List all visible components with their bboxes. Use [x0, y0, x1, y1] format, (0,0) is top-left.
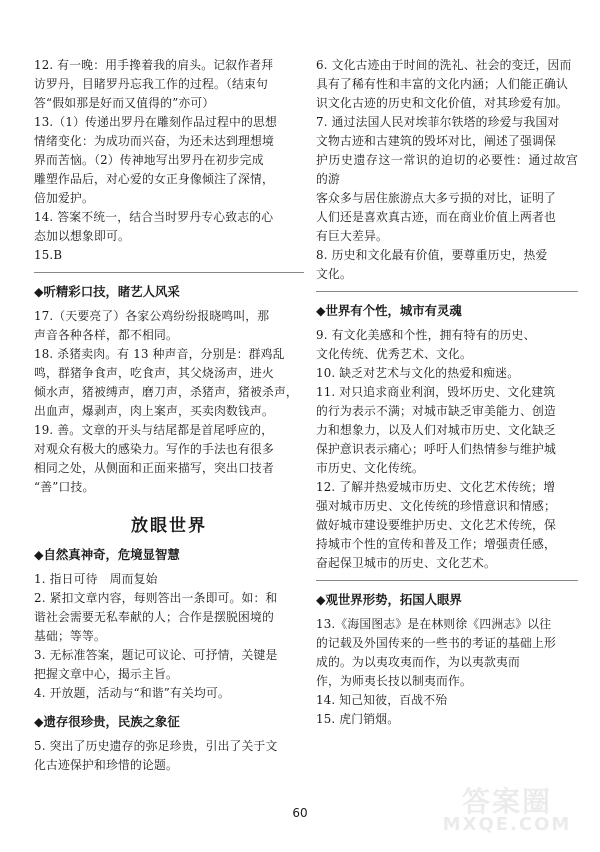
answer-line: 7. 通过法国人民对埃菲尔铁塔的珍爱与我国对 — [316, 115, 560, 129]
answer-line: 14. 答案不统一，结合当时罗丹专心致志的心 — [34, 210, 274, 224]
answer-line: 的行为表示不满；对城市缺乏审美能力、创造 — [316, 404, 556, 418]
answer-c14 — [316, 691, 578, 710]
answer-12 — [34, 56, 304, 113]
answer-b2 — [34, 589, 304, 646]
answer-18 — [34, 345, 304, 421]
answer-b5 — [34, 737, 304, 775]
answer-line: 文化。 — [316, 267, 352, 281]
answer-line: 奋起保卫城市的历史、文化艺术。 — [316, 556, 496, 570]
answer-line: 谐社会需要无私奉献的人；合作是摆脱困境的 — [34, 610, 274, 624]
answer-line: 15. 虎门销烟。 — [316, 712, 400, 726]
answer-line: 的记载及外国传来的一些书的考证的基础上形 — [316, 636, 556, 650]
answer-line: 9. 有文化美感和个性，拥有特有的历史、 — [316, 328, 536, 342]
answer-b3 — [34, 646, 304, 684]
answer-line: 答“假如那是好而又值得的”亦可） — [34, 96, 215, 110]
answer-line: 持城市个性的宣传和普及工作；增强责任感， — [316, 537, 556, 551]
answer-c13 — [316, 615, 578, 691]
subsection-heading: ◆听精彩口技，睹艺人风采 — [34, 284, 180, 299]
answer-line: 化古迹保护和珍惜的论题。 — [34, 758, 178, 772]
answer-line: 界而苦恼。（2）传神地写出罗丹在初步完成 — [34, 153, 264, 167]
section-divider — [316, 580, 578, 581]
answer-line: 18. 杀猪卖肉。有 13 种声音，分别是：群鸡乱 — [34, 347, 285, 361]
answer-line: 声音各种各样，都不相同。 — [34, 328, 178, 342]
subsection-heading: ◆世界有个性，城市有灵魂 — [316, 303, 462, 318]
answer-line: 6. 文化古迹由于时间的洗礼、社会的变迁，因而 — [316, 58, 572, 72]
subsection-heading: ◆自然真神奇，危境显智慧 — [34, 547, 180, 562]
answer-line: 12. 有一晚：用手搀着我的肩头。记叙作者拜 — [34, 58, 274, 72]
answer-line: 10. 缺乏对艺术与文化的热爱和痴迷。 — [316, 366, 520, 380]
answer-c12 — [316, 478, 578, 573]
left-column — [34, 56, 304, 775]
answer-line: “善”口技。 — [34, 480, 95, 494]
watermark-logo — [432, 778, 582, 838]
answer-line: 人们还是喜欢真古迹，而在商业价值上两者也 — [316, 210, 556, 224]
answer-line: 13.（1）传递出罗丹在雕刻作品过程中的思想 — [34, 115, 278, 129]
answer-line: 情绪变化：为成功而兴奋，为还未达到理想境 — [34, 134, 274, 148]
answer-line: 强对城市历史、文化传统的珍惜意识和情感； — [316, 499, 556, 513]
answer-c7 — [316, 113, 578, 246]
answer-line: 文化传统、优秀艺术、文化。 — [316, 347, 472, 361]
answer-line: 倍加爱护。 — [34, 191, 94, 205]
answer-line: 雕塑作品后，对心爱的女正身像倾注了深情， — [34, 172, 274, 186]
answer-line: 19. 善。文章的开头与结尾都是首尾呼应的， — [34, 423, 274, 437]
answer-line: 倾水声，猪被缚声，磨刀声，杀猪声，猪被杀声， — [34, 385, 298, 399]
answer-line: 具有了稀有性和丰富的文化内涵；人们能正确认 — [316, 77, 568, 91]
answer-line: 2. 紧扣文章内容，每则答出一条即可。如：和 — [34, 591, 278, 605]
page-number: 60 — [292, 806, 308, 820]
section-title: 放眼世界 — [131, 516, 207, 536]
answer-line: 11. 对只追求商业利润，毁坏历史、文化建筑 — [316, 385, 556, 399]
answer-line: 成的。为以夷攻夷而作，为以夷款夷而 — [316, 655, 520, 669]
answer-line: 保护意识表示痛心；呼吁人们热情参与维护城 — [316, 442, 556, 456]
answer-line: 对观众有极大的感染力。写作的手法也有很多 — [34, 442, 274, 456]
answer-line: 出血声，爆剥声，肉上案声，买卖肉数钱声。 — [34, 404, 274, 418]
watermark-text: 答案圈 — [461, 785, 552, 818]
answer-line: 5. 突出了历史遗存的弥足珍贵，引出了关于文 — [34, 739, 278, 753]
answer-line: 3. 无标准答案，题记可议论、可抒情，关键是 — [34, 648, 278, 662]
answer-line: 基础；等等。 — [34, 629, 106, 643]
answer-line: 12. 了解并热爱城市历史、文化艺术传统；增 — [316, 480, 556, 494]
answer-13 — [34, 113, 304, 208]
section-divider — [34, 272, 304, 273]
right-column — [316, 56, 578, 729]
watermark-url: MXQE.COM — [442, 814, 572, 835]
answer-c8 — [316, 246, 578, 284]
answer-c6 — [316, 56, 578, 113]
answer-line: 17.（天要亮了）各家公鸡纷纷报晓鸣叫，那 — [34, 309, 270, 323]
answer-line: 1. 指日可待 周而复始 — [34, 572, 158, 586]
answer-c9 — [316, 326, 578, 364]
section-divider — [316, 291, 578, 292]
answer-line: 把握文章中心，揭示主旨。 — [34, 667, 178, 681]
answer-b4 — [34, 684, 304, 703]
answer-line: 鸣，群猪争食声，吃食声，其父烧汤声，进火 — [34, 366, 274, 380]
answer-line: 文物古迹和古建筑的毁坏对比，阐述了强调保 — [316, 134, 556, 148]
answer-line: 识文化古迹的历史和文化价值，对其珍爱有加。 — [316, 96, 568, 110]
answer-line: 力和想象力，以及人们对城市历史、文化缺乏 — [316, 423, 556, 437]
answer-line: 14. 知己知彼，百战不殆 — [316, 693, 448, 707]
answer-15: 15.B — [34, 248, 63, 262]
answer-line: 8. 历史和文化最有价值，要尊重历史，热爱 — [316, 248, 548, 262]
answer-c15 — [316, 710, 578, 729]
answer-line: 态加以想象即可。 — [34, 229, 130, 243]
answer-17 — [34, 307, 304, 345]
answer-b1 — [34, 570, 304, 589]
answer-line: 护历史遗存这一常识的迫切的必要性：通过故宫的游 — [316, 153, 578, 186]
answer-line: 有巨大差异。 — [316, 229, 388, 243]
answer-line: 相同之处，从侧面和正面来描写，突出口技者 — [34, 461, 274, 475]
subsection-heading: ◆遗存很珍贵，民族之象征 — [34, 714, 180, 729]
answer-c10 — [316, 364, 578, 383]
answer-19 — [34, 421, 304, 497]
subsection-heading: ◆观世界形势，拓国人眼界 — [316, 592, 462, 607]
answer-14 — [34, 208, 304, 246]
answer-line: 访罗丹，目睹罗丹忘我工作的过程。（结束句 — [34, 77, 269, 91]
answer-line: 做好城市建设要维护历史、文化艺术传统，保 — [316, 518, 556, 532]
answer-c11 — [316, 383, 578, 478]
answer-line: 作，为师夷长技以制夷而作。 — [316, 674, 472, 688]
answer-line: 13.《海国图志》是在林则徐《四洲志》以往 — [316, 617, 552, 631]
answer-line: 市历史、文化传统。 — [316, 461, 424, 475]
answer-line: 4. 开放题，活动与“和谐”有关均可。 — [34, 686, 231, 700]
answer-line: 客众多与居住旅游点大多亏损的对比，证明了 — [316, 191, 556, 205]
